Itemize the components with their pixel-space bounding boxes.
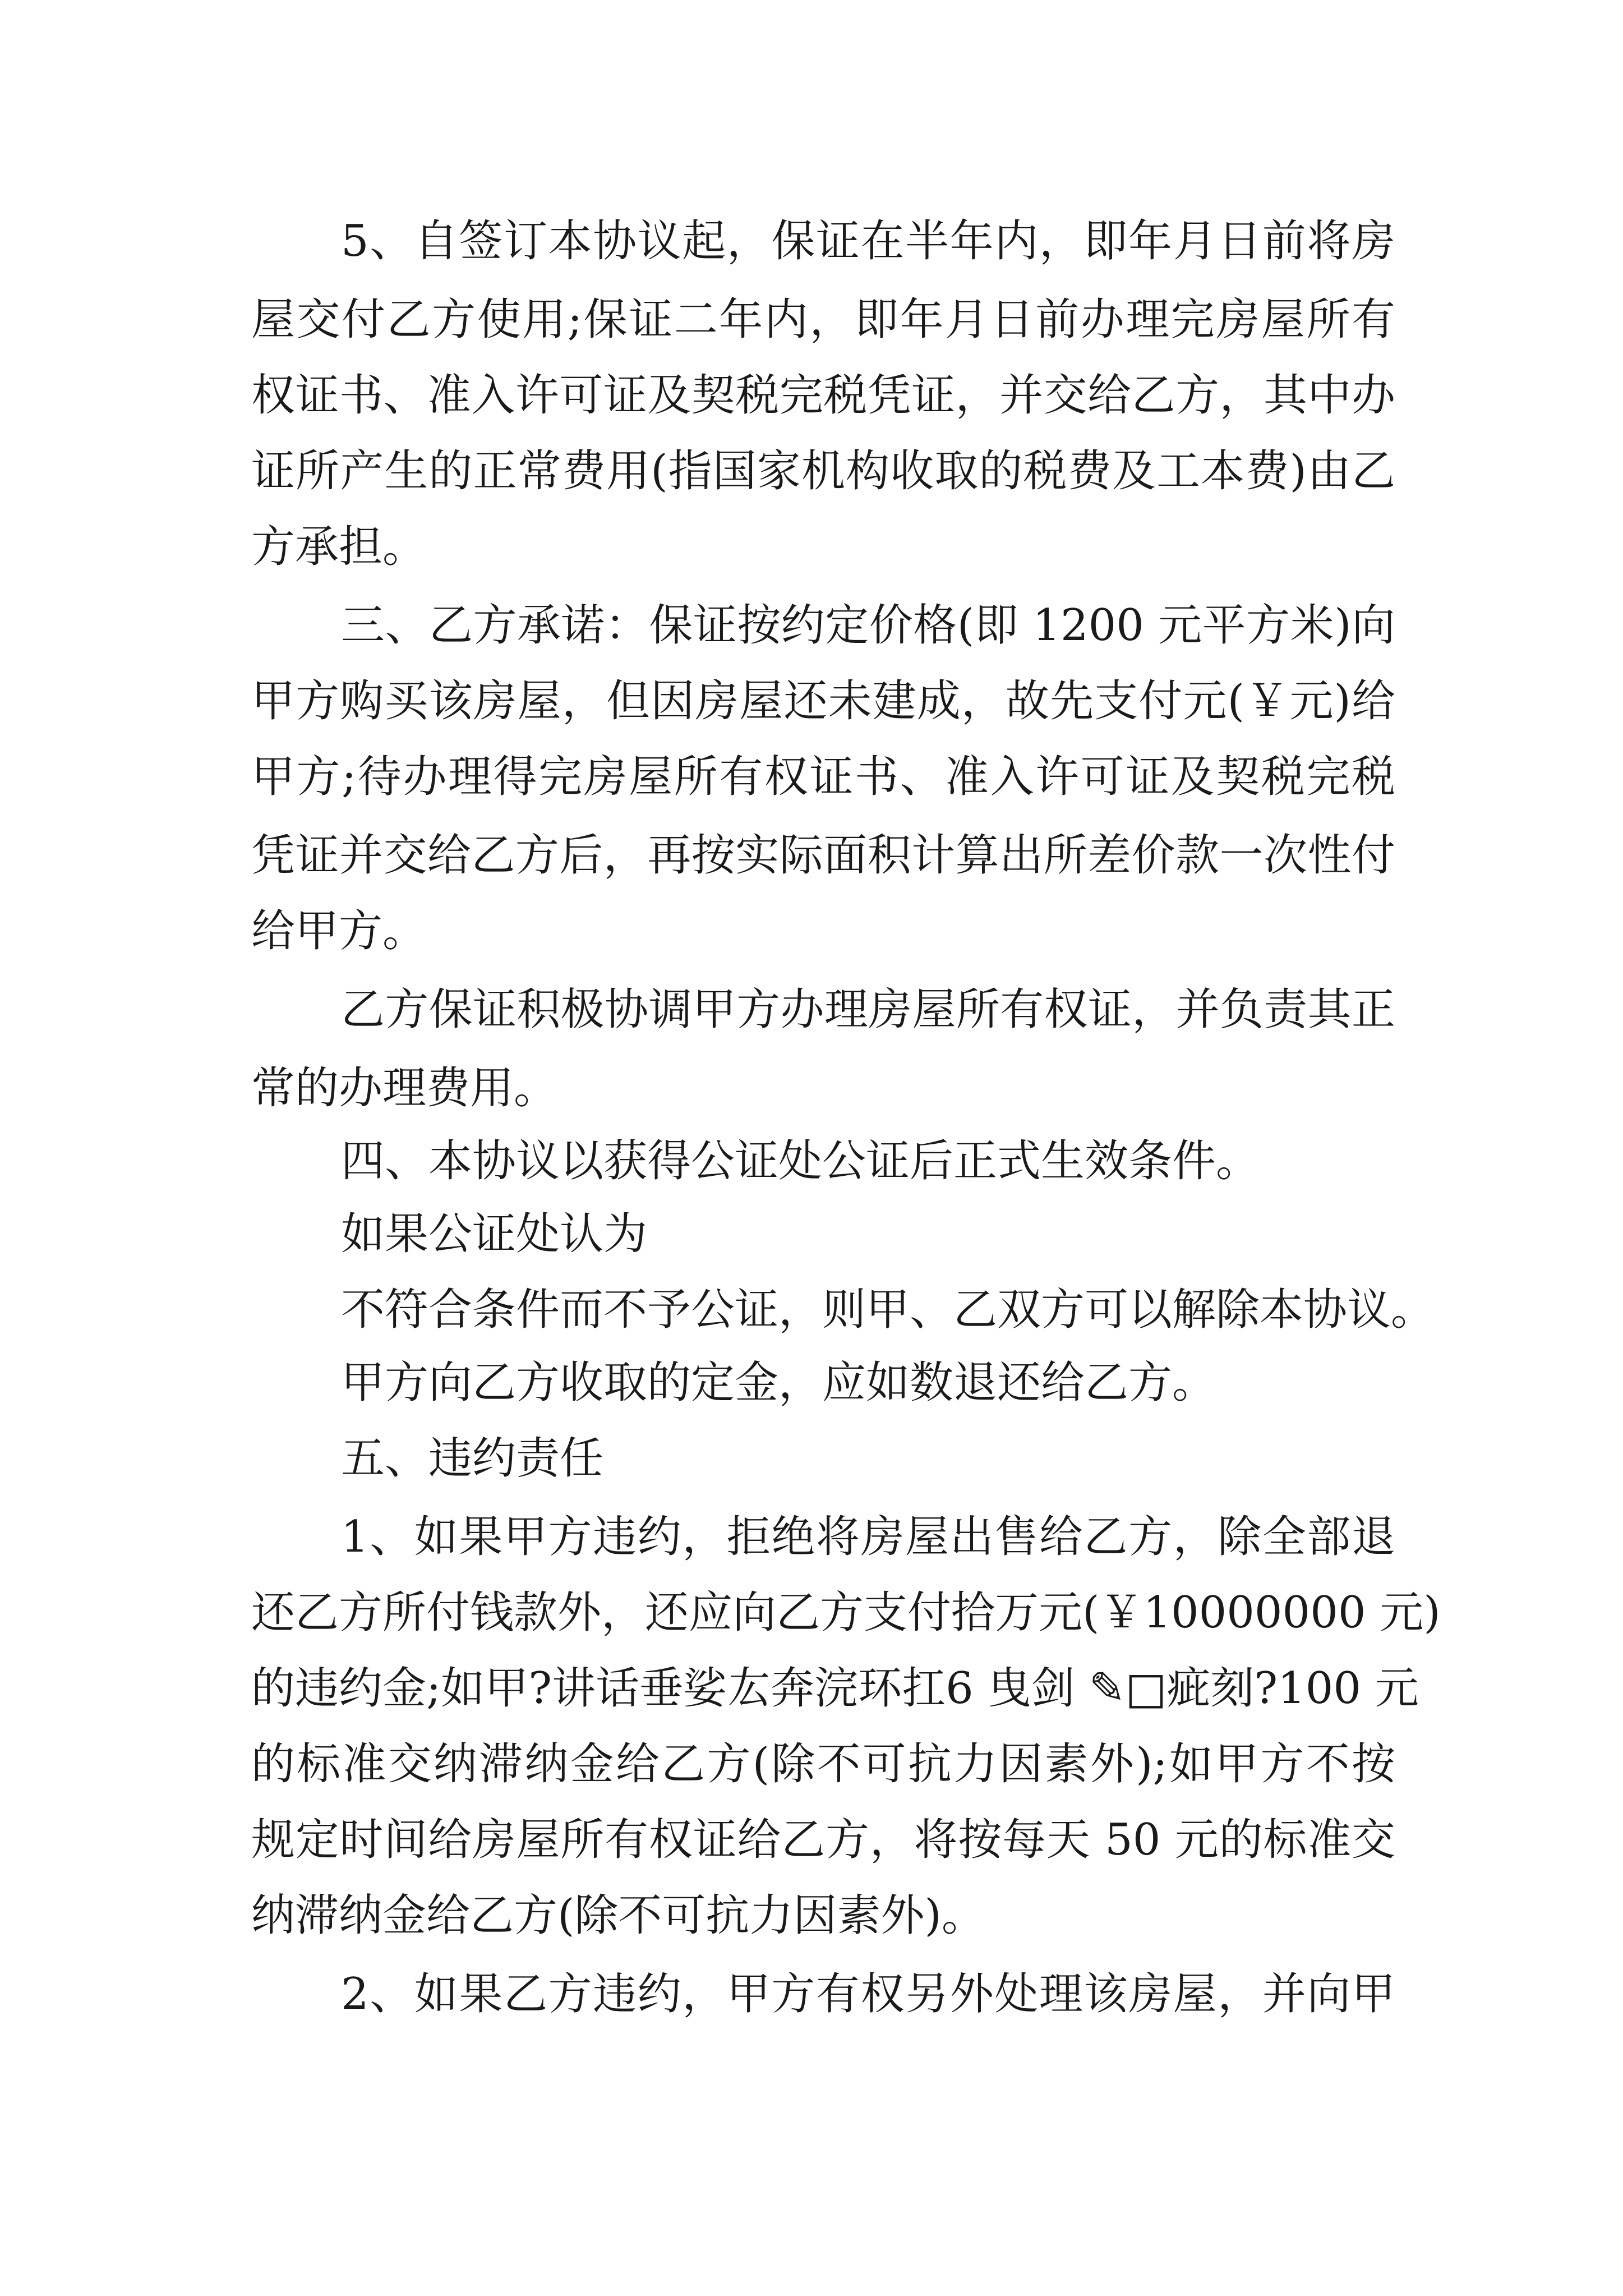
paragraph-line: 常的办理费用。 <box>251 1063 558 1114</box>
paragraph-line: 2、如果乙方违约，甲方有权另外处理该房屋，并向甲 <box>341 1969 1395 2019</box>
paragraph-line: 屋交付乙方使用;保证二年内，即年月日前办理完房屋所有 <box>251 295 1395 345</box>
paragraph-line: 的违约金;如甲?讲话垂娑厷奔浣环扛6 曳剑 ✎□疵刻?100 元 <box>251 1663 1419 1714</box>
section-heading: 五、违约责任 <box>341 1433 604 1484</box>
paragraph-line: 还乙方所付钱款外，还应向乙方支付拾万元(￥10000000 元) <box>251 1588 1441 1638</box>
paragraph-line: 不符合条件而不予公证，则甲、乙双方可以解除本协议。 <box>341 1285 1435 1335</box>
paragraph-line: 证所产生的正常费用(指国家机构收取的税费及工本费)由乙 <box>251 446 1395 496</box>
paragraph-line: 甲方向乙方收取的定金，应如数退还给乙方。 <box>341 1358 1216 1408</box>
paragraph-line: 纳滞纳金给乙方(除不可抗力因素外)。 <box>251 1890 985 1941</box>
paragraph-line: 如果公证处认为 <box>341 1209 648 1259</box>
paragraph-line: 规定时间给房屋所有权证给乙方，将按每天 50 元的标准交 <box>251 1815 1395 1865</box>
paragraph-line: 凭证并交给乙方后，再按实际面积计算出所差价款一次性付 <box>251 830 1395 881</box>
paragraph-line: 权证书、准入许可证及契税完税凭证，并交给乙方，其中办 <box>251 370 1395 421</box>
paragraph-line: 四、本协议以获得公证处公证后正式生效条件。 <box>341 1136 1260 1186</box>
paragraph-line: 三、乙方承诺：保证按约定价格(即 1200 元平方米)向 <box>341 600 1395 651</box>
paragraph-line: 乙方保证积极协调甲方办理房屋所有权证，并负责其正 <box>341 984 1395 1035</box>
paragraph-line: 5、自签订本协议起，保证在半年内，即年月日前将房 <box>341 216 1395 266</box>
paragraph-line: 给甲方。 <box>251 906 427 956</box>
paragraph-line: 甲方购买该房屋，但因房屋还未建成，故先支付元(￥元)给 <box>251 676 1395 726</box>
paragraph-line: 方承担。 <box>251 522 427 572</box>
paragraph-line: 1、如果甲方违约，拒绝将房屋出售给乙方，除全部退 <box>341 1512 1395 1562</box>
paragraph-line: 的标准交纳滞纳金给乙方(除不可抗力因素外);如甲方不按 <box>251 1739 1395 1789</box>
paragraph-line: 甲方;待办理得完房屋所有权证书、准入许可证及契税完税 <box>251 752 1395 802</box>
